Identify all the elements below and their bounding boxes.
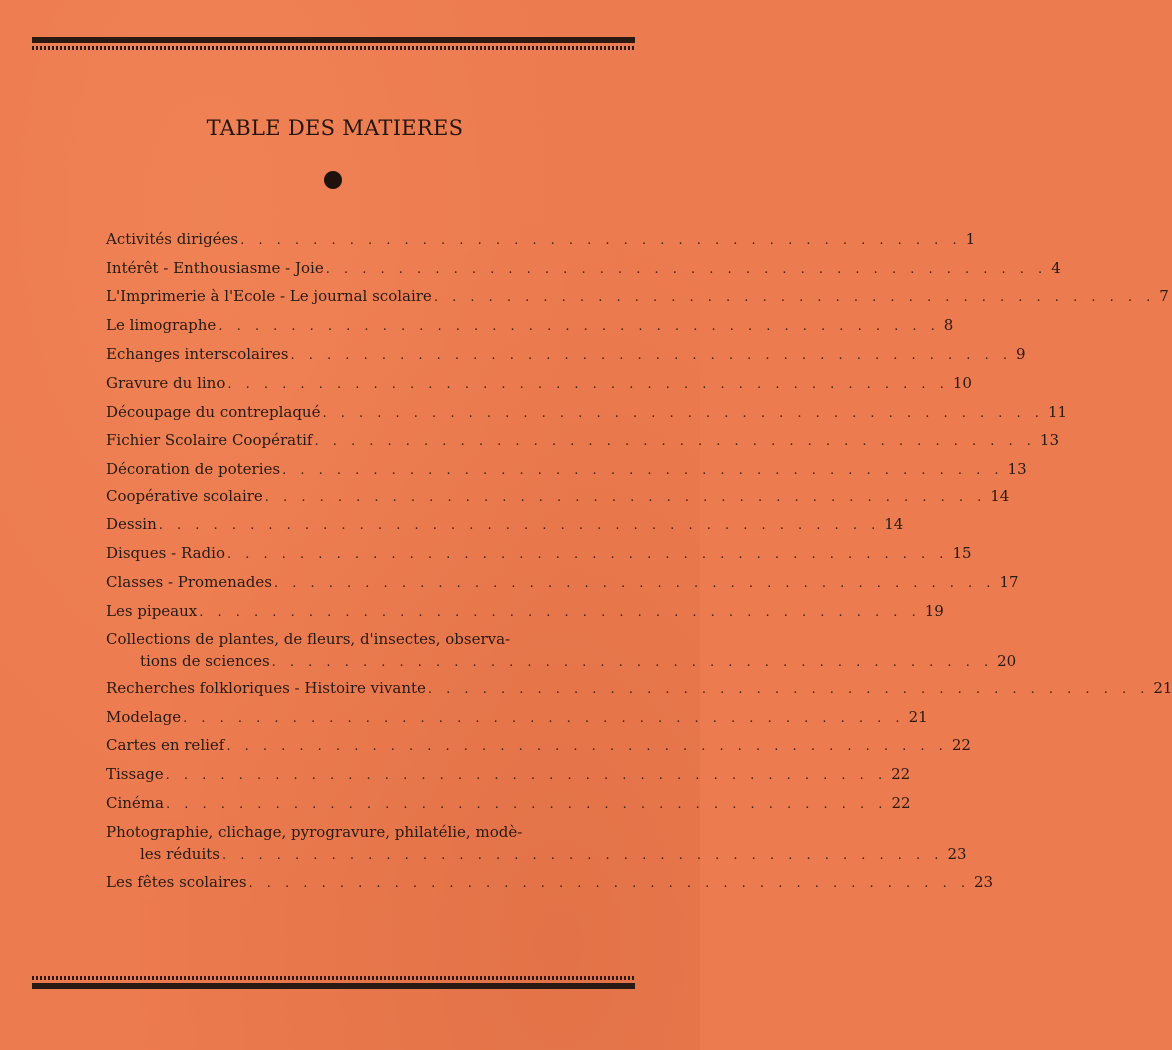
dot-leader: . . . . . . . . . . . . . . . . . . . . . . . . . . . . . . . . . . . . . . . . [183, 711, 905, 726]
toc-entry-label: Les fêtes scolaires [106, 873, 247, 891]
toc-page-number: 9 [1015, 345, 1026, 363]
bottom-border-band [32, 976, 635, 989]
dot-leader: . . . . . . . . . . . . . . . . . . . . . . . . . . . . . . . . . . . . . . . . [271, 655, 994, 670]
toc-entry-label: Découpage du contreplaqué [106, 403, 321, 421]
toc-entry [106, 734, 971, 756]
dot-leader: . . . . . . . . . . . . . . . . . . . . . . . . . . . . . . . . . . . . . . . . [218, 319, 940, 334]
toc-entry-label: Fichier Scolaire Coopératif [106, 431, 313, 449]
toc-entry [106, 343, 1026, 365]
dot-leader: . . . . . . . . . . . . . . . . . . . . . . . . . . . . . . . . . . . . . . . . [325, 262, 1048, 277]
toc-page-number: 19 [924, 602, 944, 620]
bottom-border-thick-line [32, 983, 635, 989]
dot-leader: . . . . . . . . . . . . . . . . . . . . . . . . . . . . . . . . . . . . . . . . [221, 848, 944, 863]
dot-leader: . . . . . . . . . . . . . . . . . . . . . . . . . . . . . . . . . . . . . . . . [322, 406, 1044, 421]
toc-entry [106, 821, 967, 865]
toc-page-number: 1 [965, 230, 976, 248]
dot-leader: . . . . . . . . . . . . . . . . . . . . . . . . . . . . . . . . . . . . . . . . [199, 605, 921, 620]
toc-entry [106, 600, 944, 622]
toc-entry-label-line1: Photographie, clichage, pyrogravure, philatélie, modè- [106, 823, 523, 841]
toc-page-number: 21 [908, 708, 928, 726]
toc-entry [106, 513, 904, 535]
dot-leader: . . . . . . . . . . . . . . . . . . . . . . . . . . . . . . . . . . . . . . . . [240, 233, 962, 248]
toc-entry [106, 458, 1027, 480]
toc-entry [106, 429, 1060, 451]
toc-entry-label: Le limographe [106, 316, 217, 334]
top-border-dotted-line [32, 46, 635, 50]
dot-leader: . . . . . . . . . . . . . . . . . . . . . . . . . . . . . . . . . . . . . . . . [290, 348, 1012, 363]
toc-page-number: 13 [1039, 431, 1060, 449]
bullet-ornament [324, 171, 342, 189]
toc-page-number: 11 [1047, 403, 1068, 421]
toc-entry-label: Echanges interscolaires [106, 345, 289, 363]
toc-entry-label: Dessin [106, 515, 157, 533]
toc-entry-label: Cinéma [106, 794, 164, 812]
toc-page-number: 8 [943, 316, 954, 334]
toc-page-number: 21 [1153, 679, 1172, 697]
toc-entry-label-line1: Collections de plantes, de fleurs, d'insectes, observa- [106, 630, 511, 648]
toc-page-number: 22 [891, 765, 911, 783]
page-title: TABLE DES MATIERES [206, 116, 464, 140]
toc-entry [106, 485, 1010, 507]
dot-leader: . . . . . . . . . . . . . . . . . . . . . . . . . . . . . . . . . . . . . . . . [264, 490, 987, 505]
dot-leader: . . . . . . . . . . . . . . . . . . . . . . . . . . . . . . . . . . . . . . . . [248, 876, 970, 891]
toc-entry-label-line2: tions de sciences [140, 652, 270, 670]
dot-leader: . . . . . . . . . . . . . . . . . . . . . . . . . . . . . . . . . . . . . . . . [158, 518, 881, 533]
dot-leader: . . . . . . . . . . . . . . . . . . . . . . . . . . . . . . . . . . . . . . . . [282, 463, 1004, 478]
toc-entry-label: Coopérative scolaire [106, 487, 263, 505]
dot-leader: . . . . . . . . . . . . . . . . . . . . . . . . . . . . . . . . . . . . . . . . [227, 377, 949, 392]
toc-page-number: 17 [999, 573, 1019, 591]
toc-entry-label: L'Imprimerie à l'Ecole - Le journal scolaire [106, 287, 432, 305]
toc-page-number: 22 [951, 736, 971, 754]
dot-leader: . . . . . . . . . . . . . . . . . . . . . . . . . . . . . . . . . . . . . . . . [226, 547, 949, 562]
toc-page-number: 23 [947, 845, 967, 863]
toc-entry [106, 571, 1019, 593]
toc-entry-label: Cartes en relief [106, 736, 225, 754]
dot-leader: . . . . . . . . . . . . . . . . . . . . . . . . . . . . . . . . . . . . . . . . [273, 576, 996, 591]
toc-entry-label: Décoration de poteries [106, 460, 281, 478]
toc-entry-label: Les pipeaux [106, 602, 198, 620]
toc-page-number: 14 [990, 487, 1010, 505]
toc-entry [106, 542, 972, 564]
toc-entry [106, 314, 954, 336]
dot-leader: . . . . . . . . . . . . . . . . . . . . . . . . . . . . . . . . . . . . . . . . [165, 797, 888, 812]
toc-entry [106, 401, 1068, 423]
toc-entry [106, 628, 1017, 672]
toc-entry-label: Intérêt - Enthousiasme - Joie [106, 259, 324, 277]
toc-entry [106, 706, 928, 728]
toc-entry-label: Activités dirigées [106, 230, 239, 248]
toc-entry [106, 257, 1061, 279]
toc-page-number: 20 [997, 652, 1017, 670]
dot-leader: . . . . . . . . . . . . . . . . . . . . . . . . . . . . . . . . . . . . . . . . [314, 434, 1036, 449]
dot-leader: . . . . . . . . . . . . . . . . . . . . . . . . . . . . . . . . . . . . . . . . [427, 682, 1150, 697]
toc-entry [106, 871, 994, 893]
dot-leader: . . . . . . . . . . . . . . . . . . . . . . . . . . . . . . . . . . . . . . . . [226, 739, 948, 754]
toc-entry [106, 792, 911, 814]
dot-leader: . . . . . . . . . . . . . . . . . . . . . . . . . . . . . . . . . . . . . . . . [165, 768, 888, 783]
toc-entry [106, 285, 1169, 307]
toc-entry-label: Classes - Promenades [106, 573, 272, 591]
dot-leader: . . . . . . . . . . . . . . . . . . . . . . . . . . . . . . . . . . . . . . . . [433, 290, 1156, 305]
toc-entry-label: Disques - Radio [106, 544, 225, 562]
toc-entry [106, 372, 972, 394]
toc-page-number: 22 [891, 794, 911, 812]
toc-page-number: 7 [1159, 287, 1169, 305]
toc-entry [106, 763, 911, 785]
toc-entry-label: Modelage [106, 708, 182, 726]
top-border-band [32, 37, 635, 50]
toc-entry-label: Recherches folkloriques - Histoire vivante [106, 679, 426, 697]
toc-page-number: 4 [1051, 259, 1061, 277]
toc-page-number: 13 [1007, 460, 1027, 478]
toc-page-number: 14 [884, 515, 904, 533]
toc-entry-label-line2: les réduits [140, 845, 220, 863]
toc-page-number: 15 [952, 544, 972, 562]
toc-entry [106, 677, 1172, 699]
toc-page-number: 23 [973, 873, 994, 891]
toc-entry-label: Tissage [106, 765, 164, 783]
toc-entry [106, 228, 976, 250]
toc-entry-label: Gravure du lino [106, 374, 226, 392]
toc-page-number: 10 [952, 374, 972, 392]
